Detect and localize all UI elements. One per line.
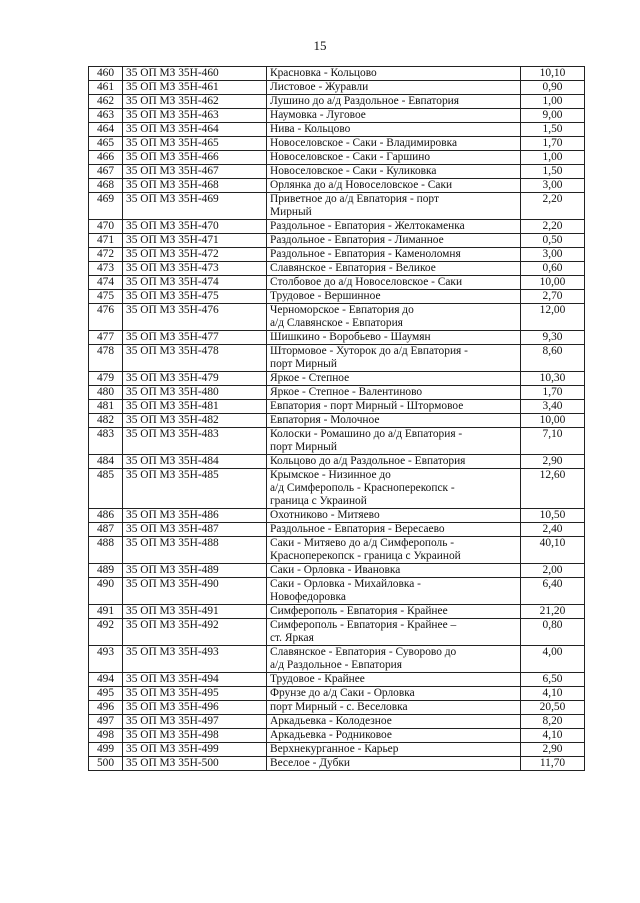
road-code-cell: 35 ОП МЗ 35Н-489 [123,564,267,578]
road-name-cell: Лушино до а/д Раздольное - Евпатория [267,95,521,109]
row-number-cell: 498 [89,729,123,743]
road-length-cell: 9,30 [521,331,585,345]
road-name-cell: Красновка - Кольцово [267,67,521,81]
row-number-cell: 497 [89,715,123,729]
row-number-cell: 494 [89,673,123,687]
road-code-cell: 35 ОП МЗ 35Н-460 [123,67,267,81]
road-code-cell: 35 ОП МЗ 35Н-464 [123,123,267,137]
road-code-cell: 35 ОП МЗ 35Н-491 [123,605,267,619]
road-code-cell: 35 ОП МЗ 35Н-470 [123,220,267,234]
road-code-cell: 35 ОП МЗ 35Н-492 [123,619,267,646]
row-number-cell: 462 [89,95,123,109]
table-row [89,578,585,605]
row-number-cell: 464 [89,123,123,137]
table-row [89,262,585,276]
row-number-cell: 499 [89,743,123,757]
road-name-cell: Охотниково - Митяево [267,509,521,523]
road-name-cell: Новоселовское - Саки - Куликовка [267,165,521,179]
road-code-cell: 35 ОП МЗ 35Н-490 [123,578,267,605]
road-code-cell: 35 ОП МЗ 35Н-497 [123,715,267,729]
road-code-cell: 35 ОП МЗ 35Н-484 [123,455,267,469]
road-code-cell: 35 ОП МЗ 35Н-500 [123,757,267,771]
road-code-cell: 35 ОП МЗ 35Н-479 [123,372,267,386]
row-number-cell: 472 [89,248,123,262]
row-number-cell: 476 [89,304,123,331]
road-name-cell: Славянское - Евпатория - Великое [267,262,521,276]
road-length-cell: 2,70 [521,290,585,304]
road-length-cell: 8,20 [521,715,585,729]
page-number: 15 [313,38,327,53]
row-number-cell: 478 [89,345,123,372]
table-row [89,537,585,564]
road-name-cell: Симферополь - Евпатория - Крайнее [267,605,521,619]
road-code-cell: 35 ОП МЗ 35Н-488 [123,537,267,564]
table-row [89,523,585,537]
table-row [89,248,585,262]
road-length-cell: 21,20 [521,605,585,619]
table-row [89,509,585,523]
table-row [89,757,585,771]
table-row [89,193,585,220]
road-length-cell: 1,70 [521,386,585,400]
road-length-cell: 6,50 [521,673,585,687]
table-row [89,165,585,179]
road-code-cell: 35 ОП МЗ 35Н-498 [123,729,267,743]
table-row [89,345,585,372]
road-name-cell: Листовое - Журавли [267,81,521,95]
road-code-cell: 35 ОП МЗ 35Н-481 [123,400,267,414]
table-row [89,179,585,193]
table-row [89,687,585,701]
road-length-cell: 12,60 [521,469,585,509]
road-name-cell: Шишкино - Воробьево - Шаумян [267,331,521,345]
roads-table [88,66,585,771]
road-name-cell: Верхнекурганное - Карьер [267,743,521,757]
row-number-cell: 471 [89,234,123,248]
road-length-cell: 10,30 [521,372,585,386]
road-length-cell: 3,00 [521,248,585,262]
road-code-cell: 35 ОП МЗ 35Н-486 [123,509,267,523]
road-length-cell: 1,00 [521,151,585,165]
road-length-cell: 1,50 [521,123,585,137]
row-number-cell: 465 [89,137,123,151]
table-row [89,564,585,578]
road-code-cell: 35 ОП МЗ 35Н-465 [123,137,267,151]
row-number-cell: 463 [89,109,123,123]
road-length-cell: 1,00 [521,95,585,109]
road-name-cell: Раздольное - Евпатория - Лиманное [267,234,521,248]
road-length-cell: 20,50 [521,701,585,715]
road-name-cell: Саки - Митяево до а/д Симферополь - Красноперекопск - граница с Украиной [267,537,521,564]
table-row [89,646,585,673]
road-length-cell: 2,40 [521,523,585,537]
road-length-cell: 10,50 [521,509,585,523]
row-number-cell: 460 [89,67,123,81]
row-number-cell: 486 [89,509,123,523]
row-number-cell: 487 [89,523,123,537]
road-code-cell: 35 ОП МЗ 35Н-463 [123,109,267,123]
road-code-cell: 35 ОП МЗ 35Н-480 [123,386,267,400]
road-name-cell: Крымское - Низинное до а/д Симферополь - Красноперекопск - граница с Украиной [267,469,521,509]
row-number-cell: 483 [89,428,123,455]
table-row [89,619,585,646]
road-code-cell: 35 ОП МЗ 35Н-487 [123,523,267,537]
row-number-cell: 480 [89,386,123,400]
road-code-cell: 35 ОП МЗ 35Н-485 [123,469,267,509]
table-row [89,715,585,729]
road-name-cell: Раздольное - Евпатория - Вересаево [267,523,521,537]
table-row [89,67,585,81]
road-code-cell: 35 ОП МЗ 35Н-494 [123,673,267,687]
road-name-cell: Раздольное - Евпатория - Каменоломня [267,248,521,262]
road-name-cell: Новоселовское - Саки - Гаршино [267,151,521,165]
table-row [89,701,585,715]
road-length-cell: 10,00 [521,414,585,428]
road-code-cell: 35 ОП МЗ 35Н-474 [123,276,267,290]
road-code-cell: 35 ОП МЗ 35Н-467 [123,165,267,179]
row-number-cell: 473 [89,262,123,276]
road-name-cell: Евпатория - порт Мирный - Штормовое [267,400,521,414]
road-name-cell: Раздольное - Евпатория - Желтокаменка [267,220,521,234]
table-row [89,137,585,151]
row-number-cell: 469 [89,193,123,220]
row-number-cell: 485 [89,469,123,509]
road-code-cell: 35 ОП МЗ 35Н-482 [123,414,267,428]
row-number-cell: 496 [89,701,123,715]
table-row [89,95,585,109]
row-number-cell: 488 [89,537,123,564]
table-row [89,109,585,123]
row-number-cell: 474 [89,276,123,290]
road-code-cell: 35 ОП МЗ 35Н-473 [123,262,267,276]
road-code-cell: 35 ОП МЗ 35Н-496 [123,701,267,715]
road-length-cell: 8,60 [521,345,585,372]
road-length-cell: 12,00 [521,304,585,331]
table-row [89,276,585,290]
road-length-cell: 10,10 [521,67,585,81]
row-number-cell: 500 [89,757,123,771]
road-length-cell: 10,00 [521,276,585,290]
row-number-cell: 489 [89,564,123,578]
table-row [89,673,585,687]
road-length-cell: 1,70 [521,137,585,151]
road-code-cell: 35 ОП МЗ 35Н-461 [123,81,267,95]
road-code-cell: 35 ОП МЗ 35Н-493 [123,646,267,673]
road-name-cell: Аркадьевка - Родниковое [267,729,521,743]
road-name-cell: Евпатория - Молочное [267,414,521,428]
road-name-cell: Черноморское - Евпатория до а/д Славянское - Евпатория [267,304,521,331]
road-length-cell: 0,80 [521,619,585,646]
road-code-cell: 35 ОП МЗ 35Н-475 [123,290,267,304]
road-name-cell: Трудовое - Крайнее [267,673,521,687]
road-code-cell: 35 ОП МЗ 35Н-469 [123,193,267,220]
table-row [89,151,585,165]
road-length-cell: 3,40 [521,400,585,414]
road-name-cell: Славянское - Евпатория - Суворово до а/д Раздольное - Евпатория [267,646,521,673]
row-number-cell: 470 [89,220,123,234]
row-number-cell: 490 [89,578,123,605]
road-name-cell: Саки - Орловка - Ивановка [267,564,521,578]
road-code-cell: 35 ОП МЗ 35Н-499 [123,743,267,757]
table-row [89,290,585,304]
table-row [89,743,585,757]
road-code-cell: 35 ОП МЗ 35Н-495 [123,687,267,701]
table-row [89,605,585,619]
road-name-cell: Кольцово до а/д Раздольное - Евпатория [267,455,521,469]
row-number-cell: 481 [89,400,123,414]
road-length-cell: 2,20 [521,220,585,234]
row-number-cell: 484 [89,455,123,469]
road-name-cell: Штормовое - Хуторок до а/д Евпатория - порт Мирный [267,345,521,372]
row-number-cell: 475 [89,290,123,304]
row-number-cell: 492 [89,619,123,646]
row-number-cell: 479 [89,372,123,386]
table-row [89,386,585,400]
road-name-cell: Яркое - Степное - Валентиново [267,386,521,400]
row-number-cell: 466 [89,151,123,165]
table-row [89,372,585,386]
row-number-cell: 468 [89,179,123,193]
road-name-cell: Нива - Кольцово [267,123,521,137]
road-code-cell: 35 ОП МЗ 35Н-468 [123,179,267,193]
road-name-cell: Аркадьевка - Колодезное [267,715,521,729]
road-name-cell: Яркое - Степное [267,372,521,386]
road-length-cell: 0,60 [521,262,585,276]
road-name-cell: Трудовое - Вершинное [267,290,521,304]
row-number-cell: 491 [89,605,123,619]
road-length-cell: 4,10 [521,729,585,743]
road-code-cell: 35 ОП МЗ 35Н-478 [123,345,267,372]
road-name-cell: Саки - Орловка - Михайловка - Новофедоровка [267,578,521,605]
roads-table-body [89,67,585,771]
road-code-cell: 35 ОП МЗ 35Н-472 [123,248,267,262]
road-length-cell: 2,90 [521,455,585,469]
road-length-cell: 9,00 [521,109,585,123]
road-name-cell: Колоски - Ромашино до а/д Евпатория - порт Мирный [267,428,521,455]
table-row [89,400,585,414]
road-name-cell: Веселое - Дубки [267,757,521,771]
row-number-cell: 477 [89,331,123,345]
table-row [89,331,585,345]
road-length-cell: 3,00 [521,179,585,193]
table-row [89,81,585,95]
row-number-cell: 495 [89,687,123,701]
road-length-cell: 11,70 [521,757,585,771]
road-length-cell: 7,10 [521,428,585,455]
road-length-cell: 2,00 [521,564,585,578]
row-number-cell: 461 [89,81,123,95]
road-code-cell: 35 ОП МЗ 35Н-476 [123,304,267,331]
road-length-cell: 1,50 [521,165,585,179]
road-name-cell: Приветное до а/д Евпатория - порт Мирный [267,193,521,220]
table-row [89,428,585,455]
table-row [89,455,585,469]
road-length-cell: 40,10 [521,537,585,564]
road-length-cell: 6,40 [521,578,585,605]
table-row [89,729,585,743]
row-number-cell: 467 [89,165,123,179]
table-row [89,220,585,234]
road-code-cell: 35 ОП МЗ 35Н-471 [123,234,267,248]
road-length-cell: 4,10 [521,687,585,701]
table-row [89,469,585,509]
road-name-cell: Наумовка - Луговое [267,109,521,123]
road-length-cell: 0,50 [521,234,585,248]
road-length-cell: 4,00 [521,646,585,673]
road-name-cell: Новоселовское - Саки - Владимировка [267,137,521,151]
road-code-cell: 35 ОП МЗ 35Н-462 [123,95,267,109]
table-row [89,304,585,331]
table-row [89,234,585,248]
road-name-cell: Орлянка до а/д Новоселовское - Саки [267,179,521,193]
road-name-cell: Столбовое до а/д Новоселовское - Саки [267,276,521,290]
road-name-cell: Симферополь - Евпатория - Крайнее – ст. Яркая [267,619,521,646]
road-name-cell: порт Мирный - с. Веселовка [267,701,521,715]
road-name-cell: Фрунзе до а/д Саки - Орловка [267,687,521,701]
row-number-cell: 493 [89,646,123,673]
road-code-cell: 35 ОП МЗ 35Н-483 [123,428,267,455]
road-code-cell: 35 ОП МЗ 35Н-477 [123,331,267,345]
road-length-cell: 2,20 [521,193,585,220]
road-length-cell: 0,90 [521,81,585,95]
road-length-cell: 2,90 [521,743,585,757]
row-number-cell: 482 [89,414,123,428]
road-code-cell: 35 ОП МЗ 35Н-466 [123,151,267,165]
table-row [89,123,585,137]
table-row [89,414,585,428]
